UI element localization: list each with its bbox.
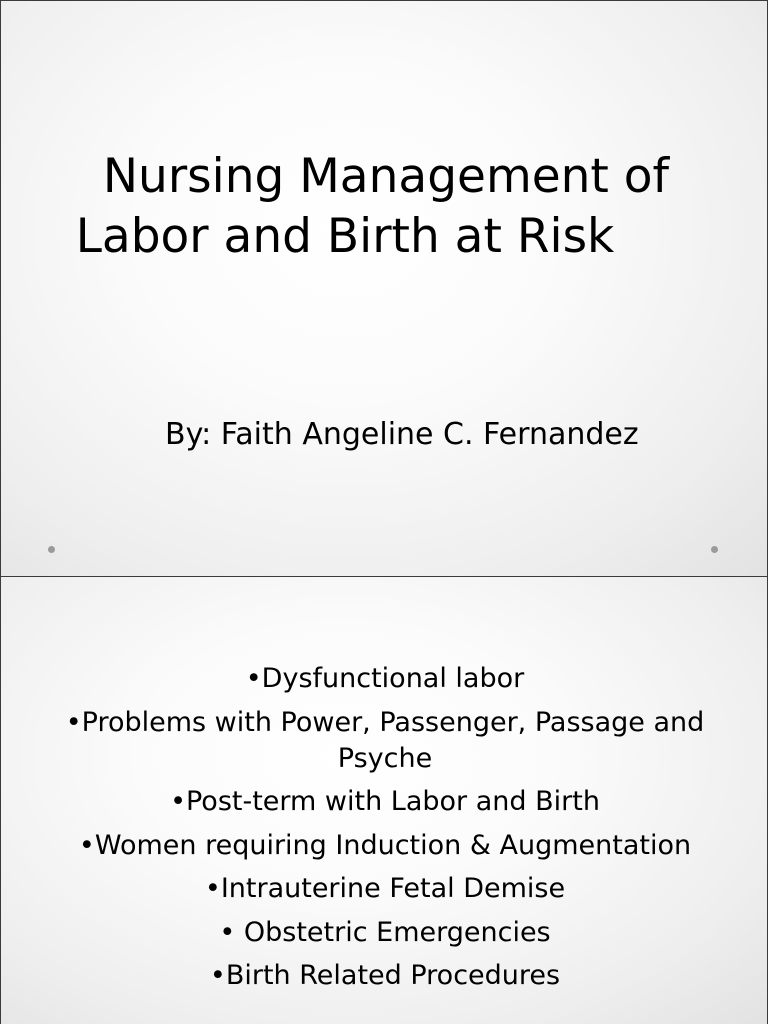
topic-item-fetal-demise: •Intrauterine Fetal Demise bbox=[204, 873, 566, 904]
topic-list bbox=[15, 661, 755, 994]
topic-item-induction-augmentation: •Women requiring Induction & Augmentation bbox=[78, 829, 692, 861]
topic-item-obstetric-emergencies: • Obstetric Emergencies bbox=[219, 916, 551, 948]
decorative-dot-right bbox=[711, 546, 718, 553]
topics-slide bbox=[0, 576, 768, 1024]
decorative-dot-left bbox=[48, 546, 55, 553]
topic-item-birth-procedures: •Birth Related Procedures bbox=[209, 960, 561, 991]
author-subtitle: By: Faith Angeline C. Fernandez bbox=[165, 417, 639, 452]
slide-title-line-1: Nursing Management of bbox=[102, 149, 670, 204]
topic-item-dysfunctional-labor: •Dysfunctional labor bbox=[245, 663, 525, 694]
topic-item-post-term: •Post-term with Labor and Birth bbox=[170, 786, 600, 817]
slide-title-line-2: Labor and Birth at Risk bbox=[75, 209, 615, 264]
topic-item-problems-with-power: •Problems with Power, Passenger, Passage and Psyche bbox=[65, 706, 705, 774]
slide-title bbox=[41, 147, 731, 267]
